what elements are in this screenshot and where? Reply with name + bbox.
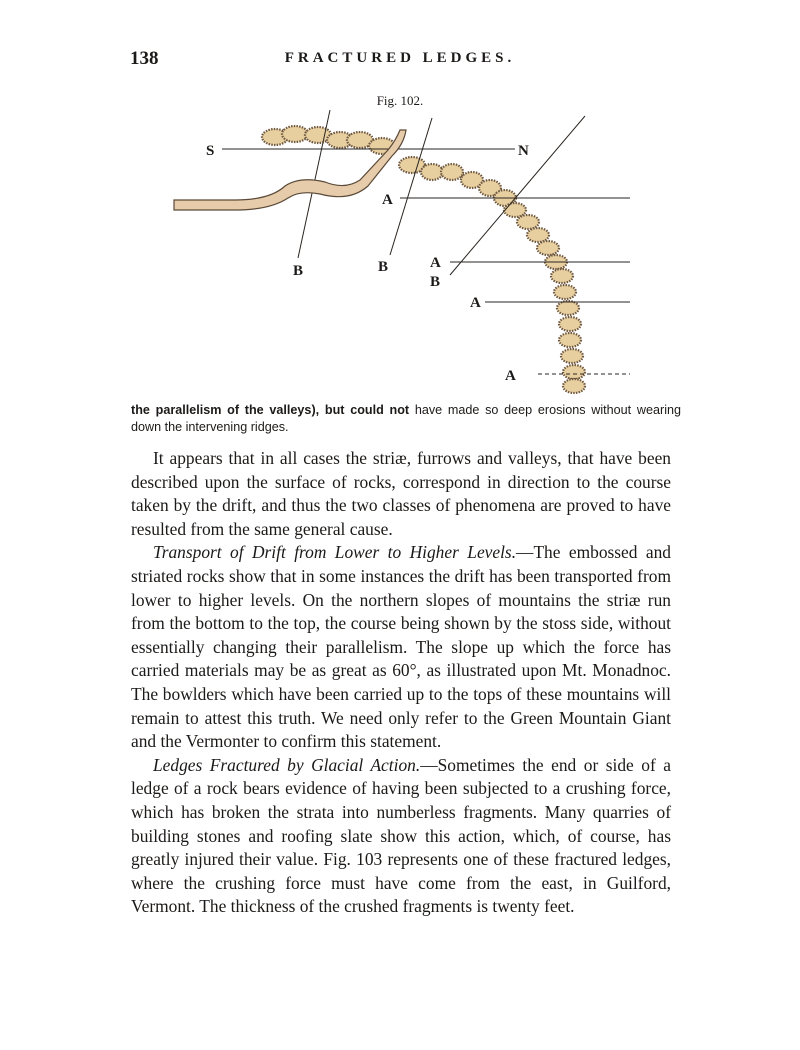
rock-fragment bbox=[399, 157, 425, 173]
rock-fragment bbox=[537, 241, 559, 255]
label-a1: A bbox=[382, 192, 393, 208]
label-n: N bbox=[518, 143, 529, 159]
figure-label: Fig. 102. bbox=[376, 93, 424, 108]
paragraph-3-heading: Ledges Fractured by Glacial Action. bbox=[153, 754, 421, 775]
rock-fragment bbox=[527, 228, 549, 242]
page-header bbox=[120, 48, 680, 78]
rock-fragment bbox=[421, 164, 443, 180]
label-b3: B bbox=[430, 274, 441, 290]
caption-bold: the parallelism of the valleys), but could not bbox=[131, 403, 410, 417]
figure-caption bbox=[131, 402, 681, 436]
figure-102-illustration bbox=[160, 110, 640, 400]
rock-fragment bbox=[561, 349, 583, 363]
label-a2: A bbox=[430, 255, 441, 271]
fragment-band bbox=[262, 126, 585, 393]
rock-fragment bbox=[551, 269, 573, 283]
line-oblique-3 bbox=[450, 116, 585, 275]
paragraph-1: It appears that in all cases the striæ, furrows and valleys, that have been described upon the surface of rocks, correspond in direction to the course taken by the drift, and thus the two classes of phenomena are proved to have resulted from the same general cause. bbox=[131, 448, 671, 539]
body-text bbox=[131, 447, 671, 919]
label-s: S bbox=[206, 143, 215, 159]
page-number: 138 bbox=[130, 48, 159, 69]
label-b1: B bbox=[293, 263, 304, 279]
label-a3: A bbox=[470, 295, 481, 311]
paragraph-3 bbox=[131, 754, 671, 919]
running-title: FRACTURED LEDGES. bbox=[284, 50, 516, 66]
rock-fragment bbox=[563, 365, 585, 379]
rock-fragment bbox=[559, 333, 581, 347]
rock-fragment bbox=[441, 164, 463, 180]
rock-fragment bbox=[563, 379, 585, 393]
paragraph-2 bbox=[131, 541, 671, 753]
paragraph-2-body: —The embossed and striated rocks show that in some instances the drift has been transported from lower to higher levels. On the northern slopes of mountains the striæ run from the bottom to the top, the course being shown by the stoss side, without essentially changing their parallelism. The slope up which the force has carried materials may be as great as 60°, as illustrated upon Mt. Monadnoc. The bowlders which have been carried up to the tops of these mountains will remain to attest this truth. We need only refer to the Green Mountain Giant and the Vermonter to confirm this statement. bbox=[131, 542, 671, 752]
rock-fragment bbox=[559, 317, 581, 331]
rock-fragment bbox=[282, 126, 308, 142]
paragraph-3-body: —Sometimes the end or side of a ledge of a rock bears evidence of having been subjected to a crushing force, which has broken the strata into numberless fragments. Many quarries of building stones and roofing slate show this action, which, of course, has greatly injured their value. Fig. 103 represents one of these fractured ledges, where the crushing force must have come from the east, in Guilford, Vermont. The thickness of the crushed fragments is twenty feet. bbox=[131, 754, 671, 917]
rock-fragment bbox=[504, 203, 526, 217]
paragraph-2-heading: Transport of Drift from Lower to Higher Levels. bbox=[153, 542, 517, 563]
label-a4: A bbox=[505, 368, 516, 384]
rock-fragment bbox=[517, 215, 539, 229]
rock-fragment bbox=[557, 301, 579, 315]
caption-rest: have made so deep erosions without wearing down the intervening ridges. bbox=[131, 403, 681, 434]
rock-fragment bbox=[554, 285, 576, 299]
label-b2: B bbox=[378, 259, 389, 275]
